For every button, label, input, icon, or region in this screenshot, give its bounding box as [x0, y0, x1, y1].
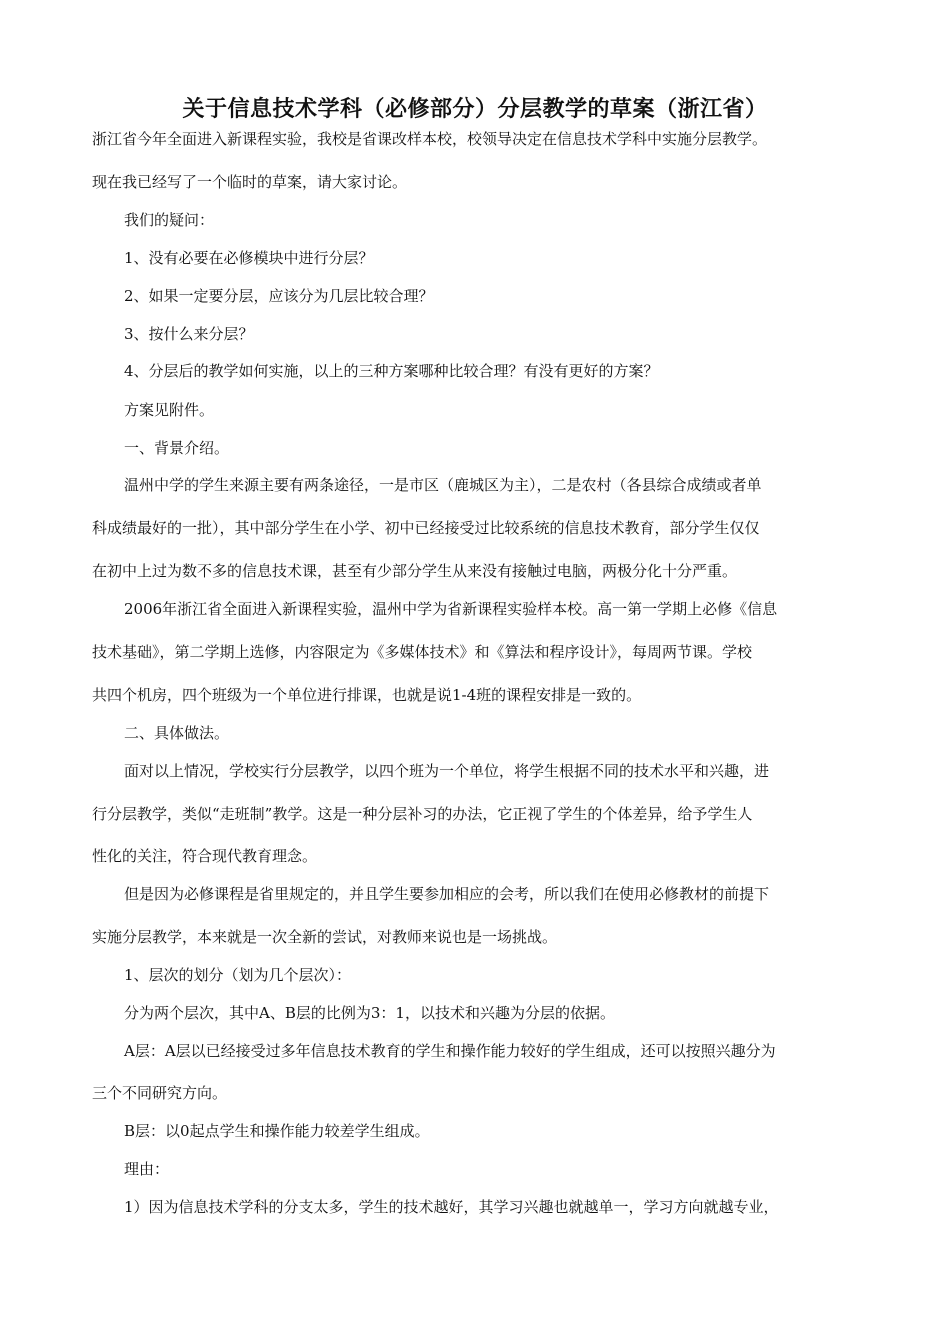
- list-item: 1、没有必要在必修模块中进行分层？: [124, 249, 374, 267]
- paragraph-line: 实施分层教学，本来就是一次全新的尝试，对教师来说也是一场挑战。: [92, 928, 558, 946]
- subsection-heading: 1、层次的划分（划为几个层次）：: [124, 966, 352, 984]
- paragraph-line: A层：A层以已经接受过多年信息技术教育的学生和操作能力较好的学生组成，还可以按照兴趣分为: [124, 1042, 776, 1060]
- paragraph-line: 技术基础》，第二学期上选修，内容限定为《多媒体技术》和《算法和程序设计》，每周两节课。学校: [92, 643, 753, 661]
- paragraph-line: 我们的疑问：: [124, 211, 215, 229]
- paragraph-line: 分为两个层次，其中A、B层的比例为3：1，以技术和兴趣为分层的依据。: [124, 1004, 615, 1022]
- paragraph-line: 行分层教学，类似“走班制”教学。这是一种分层补习的办法，它正视了学生的个体差异，给予学生人: [92, 805, 753, 823]
- paragraph-line: 面对以上情况，学校实行分层教学，以四个班为一个单位，将学生根据不同的技术水平和兴趣，进: [124, 762, 770, 780]
- paragraph-line: B层：以0起点学生和操作能力较差学生组成。: [124, 1122, 430, 1140]
- paragraph-line: 但是因为必修课程是省里规定的，并且学生要参加相应的会考，所以我们在使用必修教材的前提下: [124, 885, 770, 903]
- paragraph-line: 温州中学的学生来源主要有两条途径，一是市区（鹿城区为主），二是农村（各县综合成绩或者单: [124, 476, 762, 494]
- paragraph-line: 方案见附件。: [124, 401, 215, 419]
- list-item: 4、分层后的教学如何实施，以上的三种方案哪种比较合理？有没有更好的方案？: [124, 362, 659, 380]
- paragraph-line: 浙江省今年全面进入新课程实验，我校是省课改样本校，校领导决定在信息技术学科中实施分层教学。: [92, 130, 768, 148]
- paragraph-line: 理由：: [124, 1160, 170, 1178]
- list-item: 3、按什么来分层？: [124, 325, 254, 343]
- paragraph-line: 在初中上过为数不多的信息技术课，甚至有少部分学生从来没有接触过电脑，两极分化十分严重。: [92, 562, 738, 580]
- section-heading: 二、具体做法。: [124, 724, 230, 742]
- section-heading: 一、背景介绍。: [124, 439, 230, 457]
- paragraph-line: 三个不同研究方向。: [92, 1084, 228, 1102]
- paragraph-line: 1）因为信息技术学科的分支太多，学生的技术越好，其学习兴趣也就越单一，学习方向就越专业，: [124, 1198, 779, 1216]
- paragraph-line: 共四个机房，四个班级为一个单位进行排课，也就是说1-4班的课程安排是一致的。: [92, 686, 642, 704]
- paragraph-line: 性化的关注，符合现代教育理念。: [92, 847, 318, 865]
- page-title: 关于信息技术学科（必修部分）分层教学的草案（浙江省）: [182, 97, 768, 122]
- paragraph-line: 2006年浙江省全面进入新课程实验，温州中学为省新课程实验样本校。高一第一学期上必修《信息: [124, 600, 778, 618]
- list-item: 2、如果一定要分层，应该分为几层比较合理？: [124, 287, 434, 305]
- paragraph-line: 科成绩最好的一批），其中部分学生在小学、初中已经接受过比较系统的信息技术教育，部分学生仅仅: [92, 519, 760, 537]
- paragraph-line: 现在我已经写了一个临时的草案，请大家讨论。: [92, 173, 408, 191]
